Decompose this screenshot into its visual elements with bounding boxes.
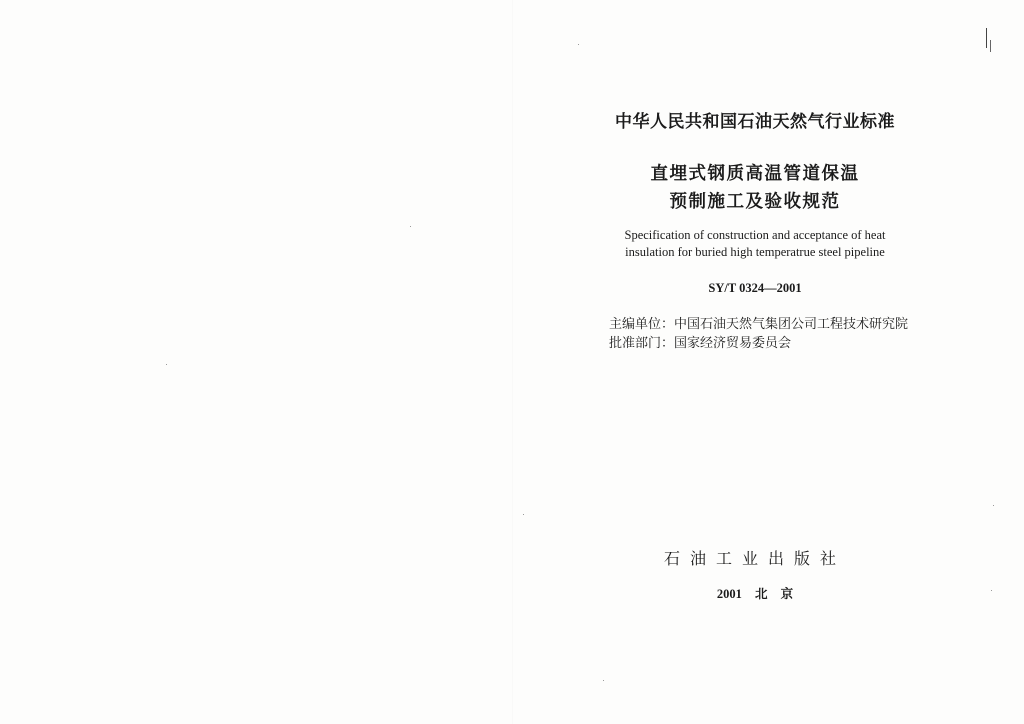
editor-unit: 主编单位：中国石油天然气集团公司工程技术研究院 xyxy=(609,317,909,332)
standard-category-header: 中华人民共和国石油天然气行业标准 xyxy=(615,112,895,132)
scan-mark xyxy=(990,40,991,52)
document-title-line-1: 直埋式钢质高温管道保温 xyxy=(650,164,860,184)
scan-speck xyxy=(993,505,994,506)
scan-speck xyxy=(523,514,524,515)
scan-mark xyxy=(986,28,989,48)
scan-speck xyxy=(578,44,579,45)
page-fold xyxy=(512,0,513,724)
approving-department: 批准部门：国家经济贸易委员会 xyxy=(609,336,792,351)
scan-speck xyxy=(991,590,992,591)
english-title-line-1: Specification of construction and acceptance of heat xyxy=(624,228,886,242)
document-title-line-2: 预制施工及验收规范 xyxy=(669,192,841,212)
standard-number: SY/T 0324—2001 xyxy=(708,281,802,295)
english-title-line-2: insulation for buried high temperatrue steel pipeline xyxy=(625,245,885,259)
publication-year-city: 2001 北 京 xyxy=(716,587,794,601)
scan-speck xyxy=(166,364,167,365)
publisher-name: 石油工业出版社 xyxy=(663,549,846,568)
scan-speck xyxy=(603,680,604,681)
scan-speck xyxy=(410,226,411,227)
